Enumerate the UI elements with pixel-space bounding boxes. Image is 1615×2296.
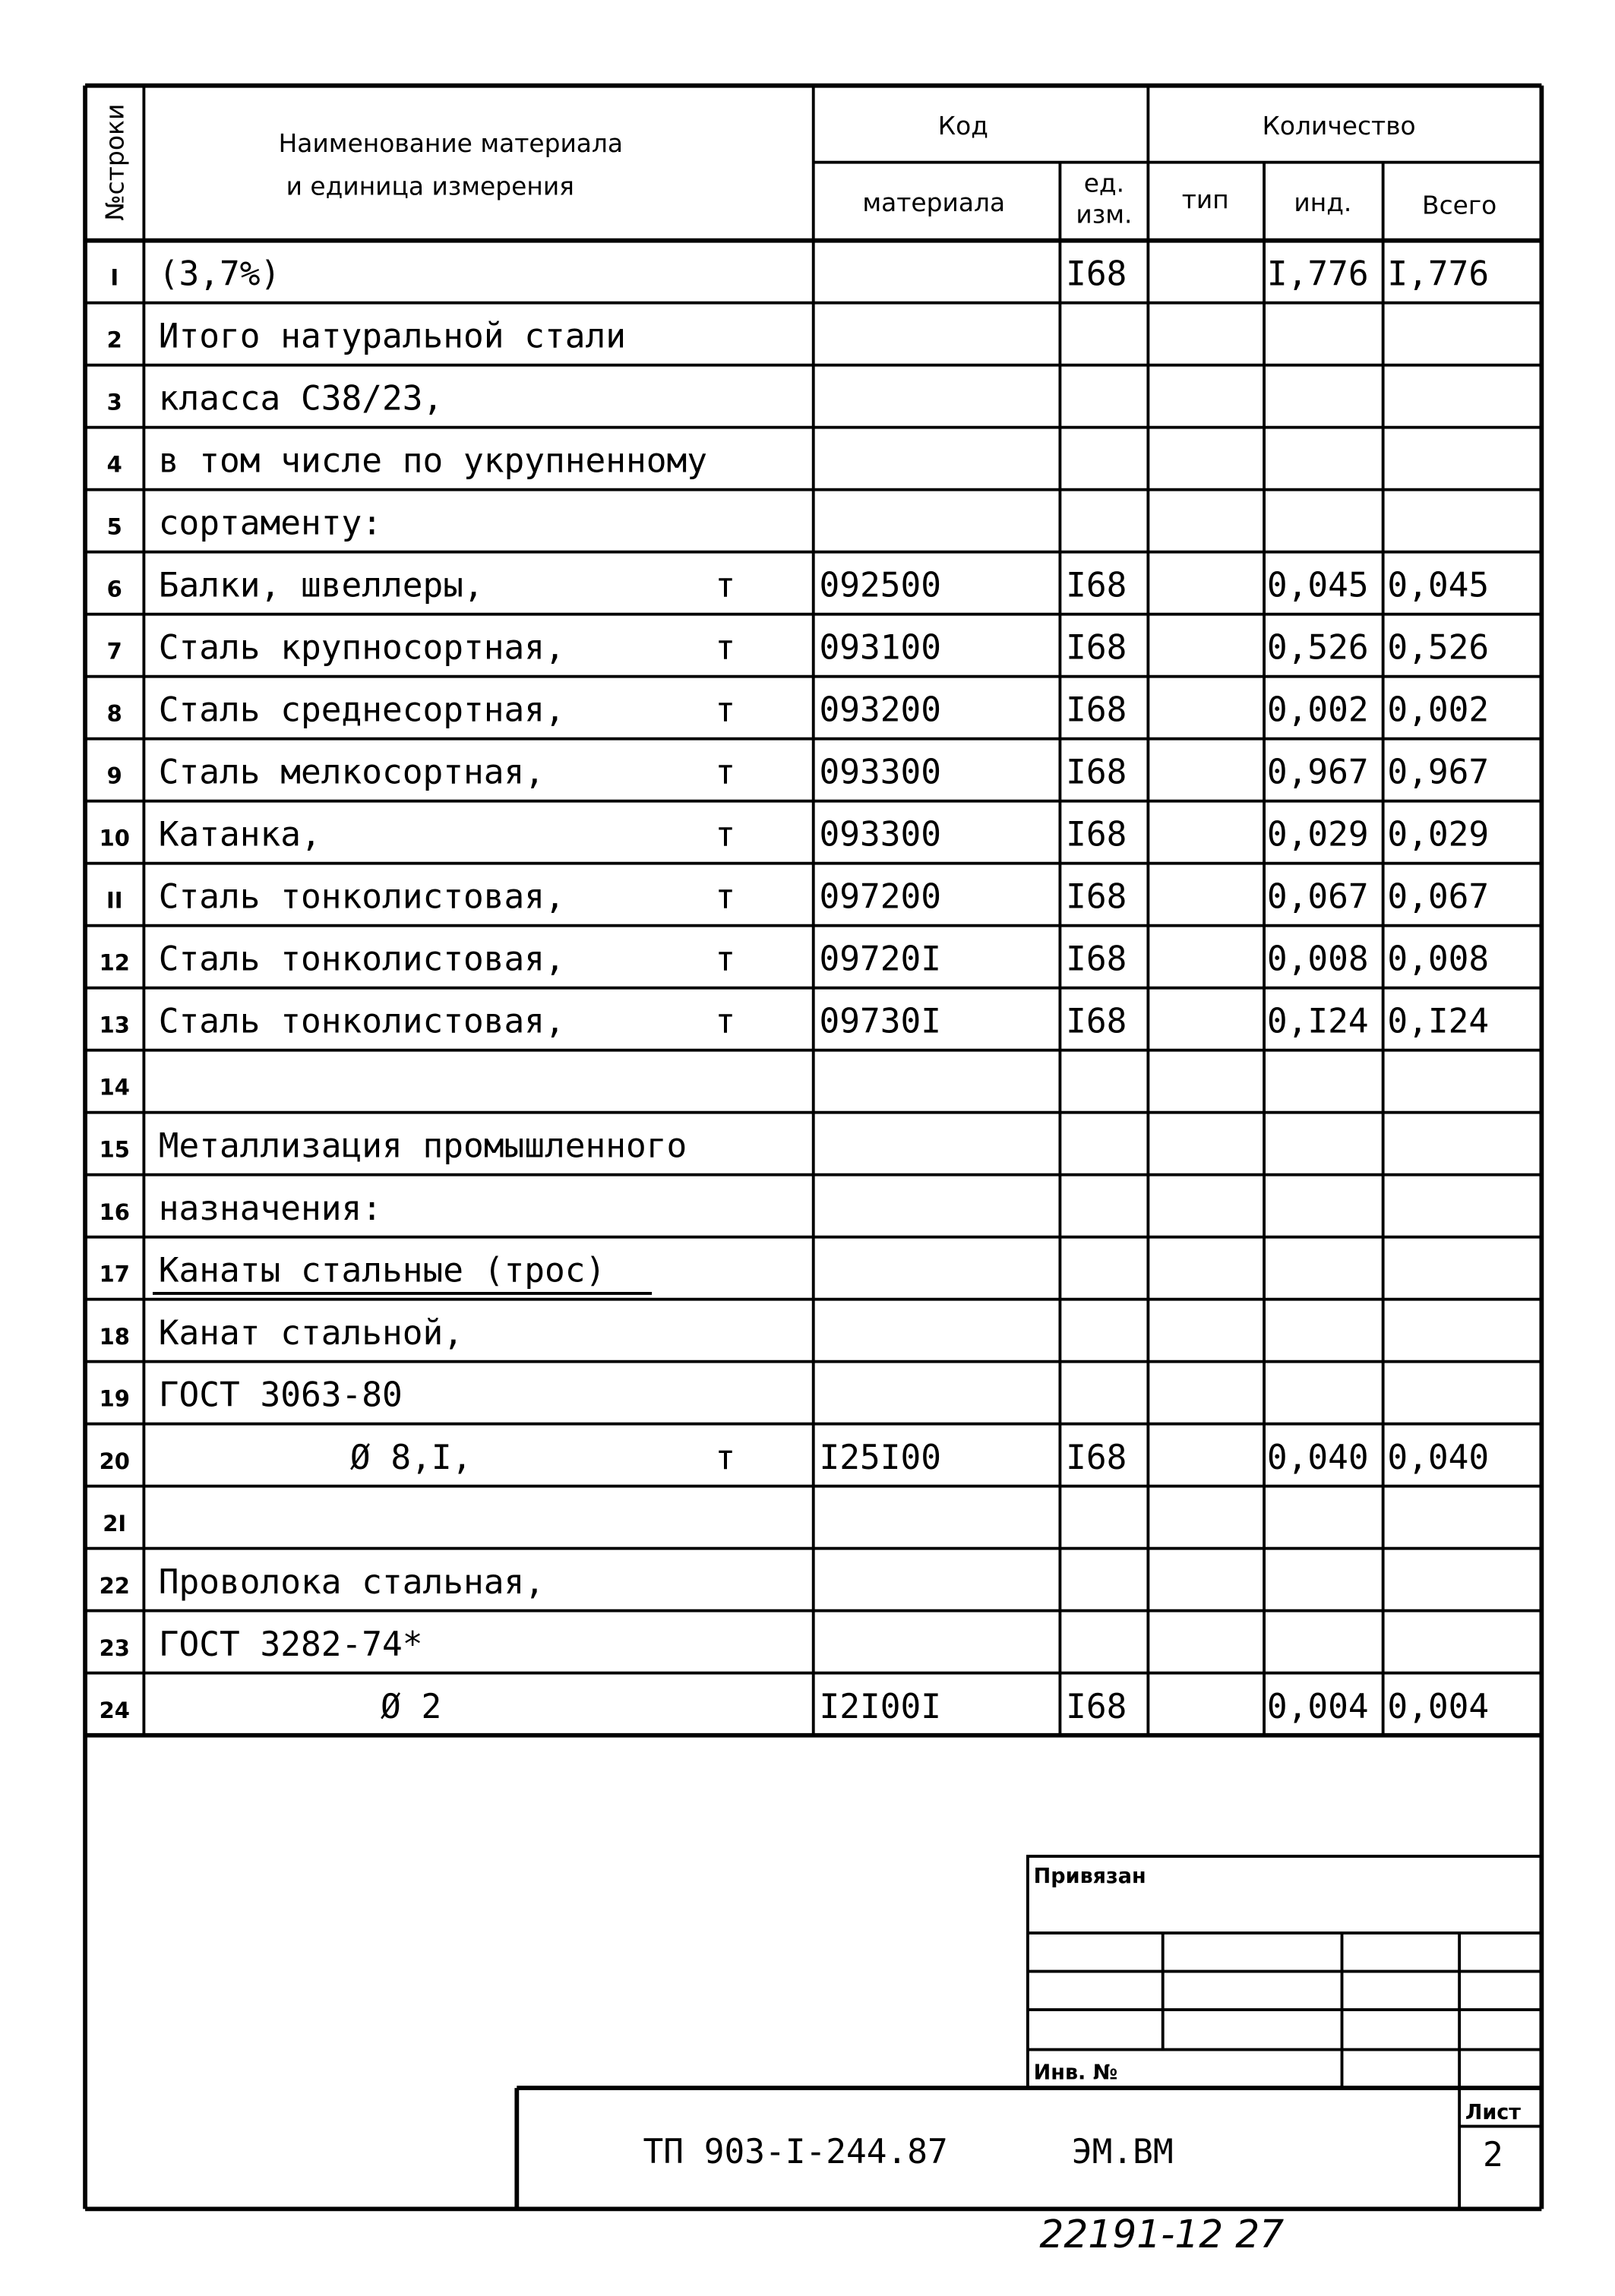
stamp-bound-label: Привязан [1033, 1864, 1146, 1889]
row-number: 6 [106, 576, 122, 602]
row-unit: I68 [1066, 814, 1127, 854]
row-number: 13 [99, 1012, 130, 1038]
row-unit-letter: т [715, 876, 736, 917]
row-number: 2I [103, 1510, 127, 1536]
row-ind: I,776 [1266, 254, 1369, 294]
row-unit-letter: т [715, 814, 736, 854]
stamp-doc-mark: ЭМ.ВМ [1071, 2132, 1174, 2172]
header-code-group: Код [937, 110, 988, 141]
row-number: 15 [99, 1136, 130, 1163]
row-number: 9 [106, 763, 122, 789]
row-ind: 0,526 [1266, 627, 1369, 668]
row-number: 19 [99, 1385, 130, 1412]
row-code: 093200 [819, 690, 941, 730]
table-row [110, 254, 1489, 294]
row-name: Металлизация промышленного [158, 1126, 687, 1166]
row-unit-letter: т [715, 565, 736, 605]
row-code: 093300 [819, 752, 941, 792]
row-name: класса С38/23, [158, 378, 444, 418]
row-total: 0,I24 [1387, 1001, 1490, 1041]
handwritten-archive-number: 22191-12 27 [1039, 2211, 1285, 2257]
row-code: 09730I [819, 1001, 941, 1041]
row-unit: I68 [1066, 876, 1127, 917]
row-name: в том числе по укрупненному [158, 441, 707, 481]
row-ind: 0,067 [1266, 876, 1369, 917]
row-name: Балки, швеллеры, [158, 565, 484, 605]
row-name: ГОСТ 3282-74* [158, 1624, 423, 1664]
row-ind: 0,I24 [1266, 1001, 1369, 1041]
header-name-line2: и единица измерения [286, 171, 574, 201]
stamp-sheet-number: 2 [1483, 2134, 1503, 2175]
row-name: Проволока стальная, [158, 1562, 545, 1602]
row-total: 0,526 [1387, 627, 1490, 668]
row-unit: I68 [1066, 1437, 1127, 1477]
header-col-material: материала [862, 187, 1006, 217]
row-name: Ø 8,I, [349, 1437, 472, 1477]
row-number: I [110, 264, 119, 291]
row-total: 0,029 [1387, 814, 1490, 854]
header-col-ind: инд. [1294, 187, 1352, 217]
title-block [85, 1856, 1541, 2209]
row-code: 093100 [819, 627, 941, 668]
row-total: 0,004 [1387, 1686, 1490, 1726]
row-number: 16 [99, 1199, 130, 1225]
row-unit: I68 [1066, 752, 1127, 792]
row-number: 7 [106, 638, 122, 665]
row-name: Сталь мелкосортная, [158, 752, 545, 792]
row-name: Сталь тонколистовая, [158, 939, 565, 979]
row-code: I25I00 [819, 1437, 941, 1477]
row-total: 0,967 [1387, 752, 1490, 792]
row-number: 20 [99, 1448, 130, 1474]
row-unit-letter: т [715, 1437, 736, 1477]
row-total: 0,002 [1387, 690, 1490, 730]
header-col-type: тип [1181, 184, 1229, 214]
row-name: ГОСТ 3063-80 [158, 1375, 403, 1415]
row-name: Ø 2 [381, 1686, 442, 1726]
row-total: I,776 [1387, 254, 1490, 294]
row-ind: 0,008 [1266, 939, 1369, 979]
row-number: 10 [99, 825, 130, 851]
row-ind: 0,002 [1266, 690, 1369, 730]
row-number: 17 [99, 1261, 130, 1287]
row-number: 3 [106, 389, 122, 415]
row-number: 24 [99, 1697, 130, 1723]
header-rownum-label: №строки [100, 103, 130, 221]
row-number: 14 [99, 1074, 130, 1101]
row-number: 22 [99, 1572, 130, 1599]
row-code: 093300 [819, 814, 941, 854]
stamp-sheet-label: Лист [1465, 2100, 1521, 2124]
row-total: 0,045 [1387, 565, 1490, 605]
row-unit: I68 [1066, 1001, 1127, 1041]
row-unit-letter: т [715, 939, 736, 979]
row-unit: I68 [1066, 939, 1127, 979]
row-name: Сталь крупносортная, [158, 627, 565, 668]
row-number: 18 [99, 1323, 130, 1350]
row-name: Канат стальной, [158, 1312, 463, 1353]
row-name: Канаты стальные (трос) [158, 1250, 606, 1290]
row-name: Сталь тонколистовая, [158, 876, 565, 917]
row-unit: I68 [1066, 1686, 1127, 1726]
header-col-total: Всего [1422, 190, 1497, 220]
row-ind: 0,045 [1266, 565, 1369, 605]
row-unit-letter: т [715, 1001, 736, 1041]
row-name: Катанка, [158, 814, 321, 854]
row-unit-letter: т [715, 752, 736, 792]
row-number: II [106, 887, 123, 914]
row-number: 2 [106, 327, 122, 353]
row-unit-letter: т [715, 690, 736, 730]
row-unit-letter: т [715, 627, 736, 668]
row-ind: 0,004 [1266, 1686, 1369, 1726]
row-ind: 0,040 [1266, 1437, 1369, 1477]
row-name: Сталь тонколистовая, [158, 1001, 565, 1041]
row-number: 8 [106, 700, 122, 727]
row-number: 4 [106, 451, 122, 478]
row-number: 5 [106, 513, 122, 540]
row-code: 09720I [819, 939, 941, 979]
row-ind: 0,967 [1266, 752, 1369, 792]
row-name: Сталь среднесортная, [158, 690, 565, 730]
row-number: 12 [99, 949, 130, 976]
row-total: 0,067 [1387, 876, 1490, 917]
row-unit: I68 [1066, 254, 1127, 294]
row-name: назначения: [158, 1188, 382, 1228]
row-code: 092500 [819, 565, 941, 605]
header-name-line1: Наименование материала [278, 128, 624, 159]
header-col-unit-line1: ед. [1083, 168, 1125, 198]
row-unit: I68 [1066, 690, 1127, 730]
row-code: I2I00I [819, 1686, 941, 1726]
table-header [100, 104, 1496, 229]
header-col-unit-line2: изм. [1076, 199, 1133, 229]
row-name: Итого натуральной стали [158, 316, 626, 356]
stamp-doc-code: ТП 903-I-244.87 [643, 2132, 948, 2172]
header-qty-group: Количество [1262, 110, 1416, 141]
row-unit: I68 [1066, 627, 1127, 668]
row-unit: I68 [1066, 565, 1127, 605]
row-name: (3,7%) [158, 254, 281, 294]
row-total: 0,040 [1387, 1437, 1490, 1477]
row-total: 0,008 [1387, 939, 1490, 979]
row-name: сортаменту: [158, 503, 382, 543]
row-number: 23 [99, 1634, 130, 1661]
row-code: 097200 [819, 876, 941, 917]
stamp-inv-label: Инв. № [1033, 2061, 1118, 2085]
row-ind: 0,029 [1266, 814, 1369, 854]
